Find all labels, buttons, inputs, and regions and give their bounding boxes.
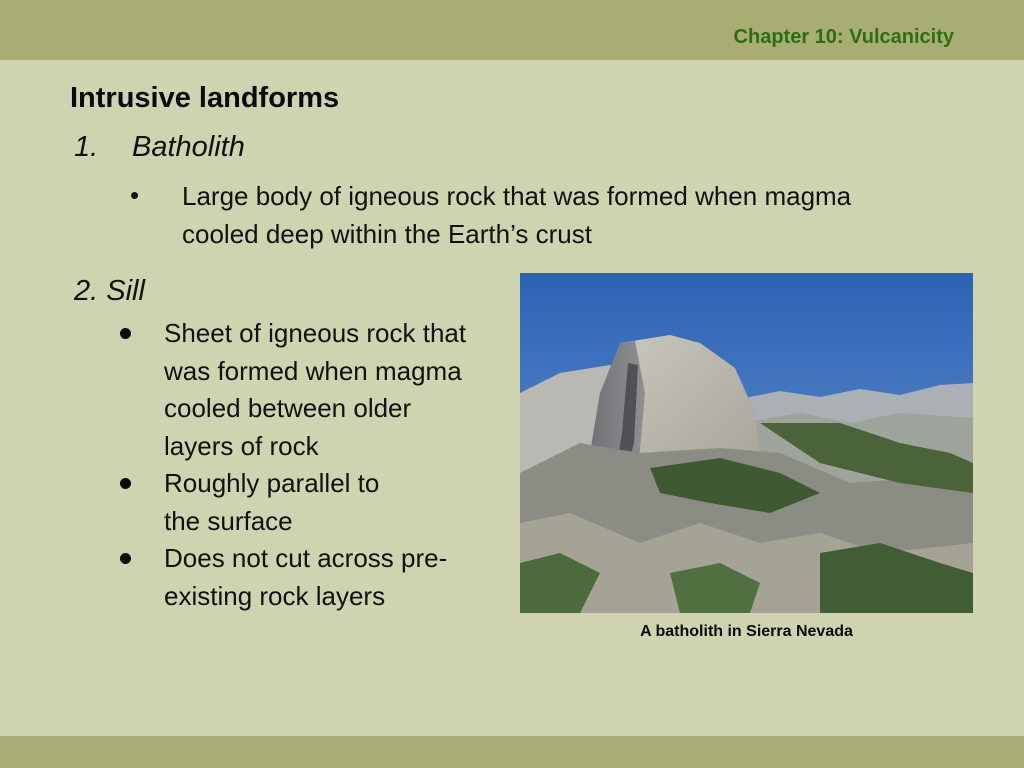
list-item — [110, 540, 464, 615]
bullet-icon — [120, 553, 131, 564]
sill-bullet-text: Sheet of igneous rock that was formed when magma cooled between older layers of rock — [164, 318, 467, 461]
batholith-definition: Large body of igneous rock that was formed when magma cooled deep within the Earth’s crust — [182, 181, 852, 249]
bullet-icon — [120, 478, 131, 489]
list-item — [110, 465, 404, 540]
batholith-photo — [520, 273, 973, 613]
sill-bullet-text: Roughly parallel to the surface — [164, 468, 380, 536]
chapter-title: Chapter 10: Vulcanicity — [733, 26, 954, 48]
header-bar — [0, 0, 1024, 60]
photo-caption: A batholith in Sierra Nevada — [640, 623, 853, 640]
bullet-icon — [120, 328, 131, 339]
footer-bar — [0, 736, 1024, 768]
section1-number: 1. — [74, 131, 99, 163]
section1-heading: Batholith — [132, 131, 245, 163]
sill-bullet-text: Does not cut across pre-existing rock layers — [164, 543, 448, 611]
list-item — [110, 315, 484, 465]
bullet-icon: • — [130, 180, 140, 210]
section2-heading: 2. Sill — [74, 275, 145, 307]
slide-title: Intrusive landforms — [70, 82, 340, 114]
sill-bullet-list — [110, 315, 490, 615]
